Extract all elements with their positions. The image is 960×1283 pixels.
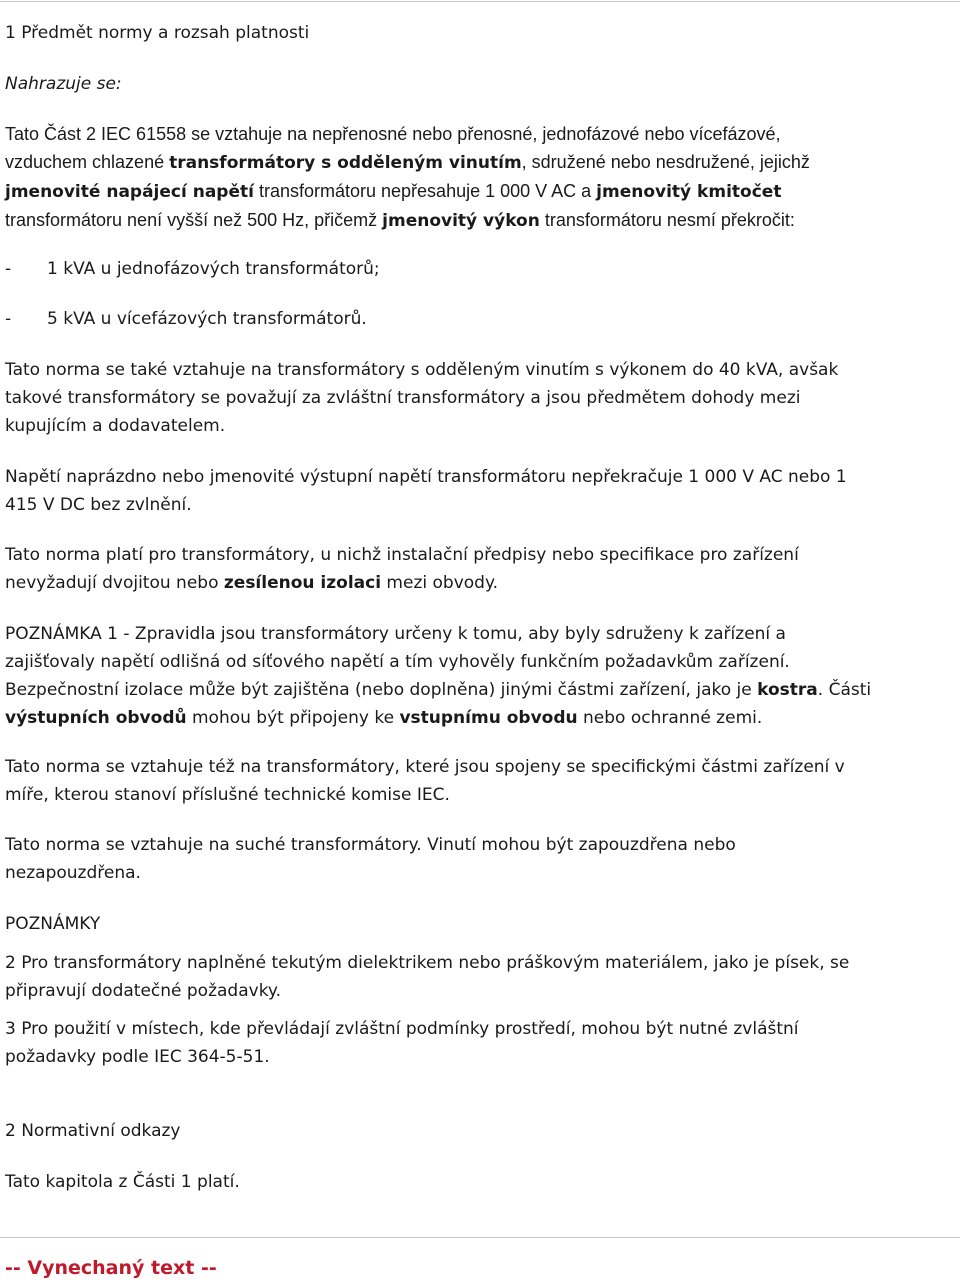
replaces-label: Nahrazuje se: bbox=[5, 74, 122, 94]
scope-line-2: vzduchem chlazené transformátory s odděleným vinutím, sdružené nebo nesdružené, jejichž bbox=[5, 152, 810, 173]
omitted-text-marker: -- Vynechaný text -- bbox=[5, 1257, 217, 1279]
note-3: 3 Pro použití v místech, kde převládají zvláštní podmínky prostředí, mohou být nutné zvláštní požadavky podle IEC 364-5-51. bbox=[5, 1019, 799, 1067]
scope-line-4: transformátoru není vyšší než 500 Hz, přičemž jmenovitý výkon transformátoru nesmí překročit: bbox=[5, 210, 795, 231]
scope-line-3: jmenovité napájecí napětí transformátoru nepřesahuje 1 000 V AC a jmenovitý kmitočet bbox=[5, 181, 782, 202]
note-1: POZNÁMKA 1 - Zpravidla jsou transformátory určeny k tomu, aby byly sdruženy k zařízení a zajišťovaly napětí odlišná od síťového napětí a tím vyhověly funkčním požadavkům zařízení. Bezpečnostní izolace může být zajištěna (nebo doplněna) jinými částmi zařízení, jako je kostra. Části výstupních obvodů mohou být připojeny ke vstupnímu obvodu nebo ochranné zemi. bbox=[5, 624, 872, 728]
term-rated-supply-voltage: jmenovité napájecí napětí bbox=[5, 182, 254, 202]
term-rated-output: jmenovitý výkon bbox=[382, 211, 540, 231]
term-reinforced-insulation: zesílenou izolaci bbox=[223, 573, 382, 593]
term-output-circuits: výstupních obvodů bbox=[5, 708, 187, 728]
section-2-text: Tato kapitola z Části 1 platí. bbox=[5, 1172, 240, 1192]
section-2-heading: 2 Normativní odkazy bbox=[5, 1121, 181, 1141]
list-item-polyphase: - 5 kVA u vícefázových transformátorů. bbox=[5, 309, 367, 329]
scope-paragraph bbox=[5, 120, 960, 235]
paragraph-specific-parts: Tato norma se vztahuje též na transformátory, které jsou spojeny se specifickými částmi zařízení v míře, kterou stanoví příslušné technické komise IEC. bbox=[5, 757, 845, 805]
term-frame: kostra bbox=[757, 680, 818, 700]
paragraph-no-load-voltage: Napětí naprázdno nebo jmenovité výstupní napětí transformátoru nepřekračuje 1 000 V AC nebo 1 415 V DC bez zvlnění. bbox=[5, 467, 847, 515]
section-1-heading: 1 Předmět normy a rozsah platnosti bbox=[5, 23, 310, 43]
term-rated-frequency: jmenovitý kmitočet bbox=[596, 182, 782, 202]
note-2: 2 Pro transformátory naplněné tekutým dielektrikem nebo práškovým materiálem, jako je písek, se připravují dodatečné požadavky. bbox=[5, 953, 850, 1001]
bottom-divider bbox=[0, 1237, 960, 1238]
scope-line-1: Tato Část 2 IEC 61558 se vztahuje na nepřenosné nebo přenosné, jednofázové nebo vícefázové, bbox=[5, 124, 781, 144]
list-item-single-phase: - 1 kVA u jednofázových transformátorů; bbox=[5, 259, 380, 279]
notes-heading: POZNÁMKY bbox=[5, 914, 101, 934]
term-isolating-transformers: transformátory s odděleným vinutím bbox=[169, 153, 522, 173]
top-divider bbox=[0, 1, 960, 2]
term-input-circuit: vstupnímu obvodu bbox=[399, 708, 578, 728]
paragraph-dry-transformers: Tato norma se vztahuje na suché transformátory. Vinutí mohou být zapouzdřena nebo nezapouzdřena. bbox=[5, 835, 736, 883]
paragraph-installation-rules: Tato norma platí pro transformátory, u nichž instalační předpisy nebo specifikace pro zařízení nevyžadují dvojitou nebo zesílenou izolaci mezi obvody. bbox=[5, 545, 799, 593]
paragraph-40kva: Tato norma se také vztahuje na transformátory s odděleným vinutím s výkonem do 40 kVA, avšak takové transformátory se považují za zvláštní transformátory a jsou předmětem dohody mezi kupujícím a dodavatelem. bbox=[5, 360, 839, 436]
